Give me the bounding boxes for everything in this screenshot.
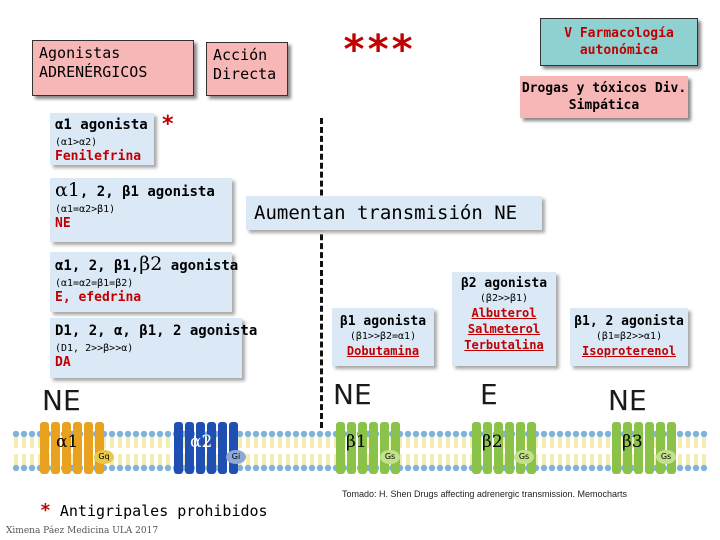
beta12-heading: β1, 2 agonista [574,314,684,329]
gs-protein-2: Gs [514,450,534,464]
gs-protein-3: Gs [656,450,676,464]
alpha12-heading-rest: , 2, β1 agonista [79,184,215,200]
beta1-heading: β1 agonista [339,314,427,329]
alpha1-drug: Fenilefrina [55,149,142,164]
direct-action-text: Acción Directa [213,46,277,83]
beta3-receptor [610,418,682,478]
beta2-heading: β2 agonista [460,276,548,291]
ab-heading-rest: agonista [162,258,239,274]
beta2-drug-1: Albuterol [471,306,537,320]
drugs-title [520,76,688,118]
alpha1-receptor-label: α1 [56,432,79,452]
beta2-selectivity: (β2>>β1) [479,293,529,304]
da-drug: DA [55,355,71,370]
ab-heading-pre: α1, 2, β1, [55,258,140,274]
beta2-drug-3: Terbutalina [464,338,544,352]
da-selectivity: (D1, 2>>β>>α) [55,343,134,354]
e-label: E [480,378,498,411]
ne-label-1: NE [42,384,81,417]
ne-label-3: NE [608,384,647,417]
alpha12-drug: NE [55,216,71,231]
alpha1-heading: α1 agonista [55,117,148,133]
beta12-drug: Isoproterenol [582,344,676,358]
ne-label-2: NE [333,378,372,411]
alpha12-beta1-box [50,178,232,242]
course-title-text: V Farmacología autonómica [564,26,674,58]
gs-protein-1: Gs [380,450,400,464]
source-citation: Tomado: H. Shen Drugs affecting adrenergic transmission. Memocharts [342,489,627,499]
stars-mark: *** [342,27,415,73]
gq-protein: Gq [94,450,114,464]
beta2-agonist-box [452,272,556,366]
beta2-receptor-label: β2 [482,432,503,452]
alpha2-receptor-label: α2 [190,432,213,452]
alpha12-beta12-box [50,252,239,312]
course-title [540,18,698,66]
dopamine-box [50,318,258,378]
beta1-receptor-label: β1 [346,432,367,452]
da-heading: D1, 2, α, β1, 2 agonista [55,323,258,339]
drugs-title-text: Drogas y tóxicos Div. Simpática [521,81,687,113]
agonists-title-text: Agonistas ADRENÉRGICOS [39,44,148,81]
beta12-agonist-box [570,308,688,366]
alpha1-star: * [162,112,174,137]
beta1-selectivity: (β1>>β2=α1) [349,331,417,342]
beta1-drug: Dobutamina [346,344,420,358]
beta3-receptor-label: β3 [622,432,643,452]
beta2-drug-2: Salmeterol [467,322,541,336]
increase-ne-box [246,196,542,230]
beta1-agonist-box [332,308,434,366]
alpha12-selectivity: (α1=α2>β1) [55,204,116,215]
beta12-selectivity: (β1=β2>>α1) [595,331,663,342]
ab-selectivity: (α1=α2=β1=β2) [55,278,134,289]
footnote [40,500,268,521]
footnote-text: Antigripales prohibidos [59,502,268,520]
footnote-star: * [40,500,51,521]
gi-protein-1: Gi [226,450,246,464]
ab-drug: E, efedrina [55,290,142,305]
dashed-divider [320,118,323,428]
alpha1-selectivity: (α1>α2) [55,137,98,148]
alpha1-agonist-box [50,113,154,165]
agonists-title [32,40,194,96]
direct-action-title [206,42,288,96]
beta1-receptor [334,418,406,478]
increase-ne-text: Aumentan transmisión NE [254,202,518,224]
beta2-receptor [470,418,542,478]
credit: Ximena Páez Medicina ULA 2017 [6,526,159,536]
alpha12-heading-big: α1 [55,179,80,201]
ab-heading-big: β2 [139,253,163,275]
